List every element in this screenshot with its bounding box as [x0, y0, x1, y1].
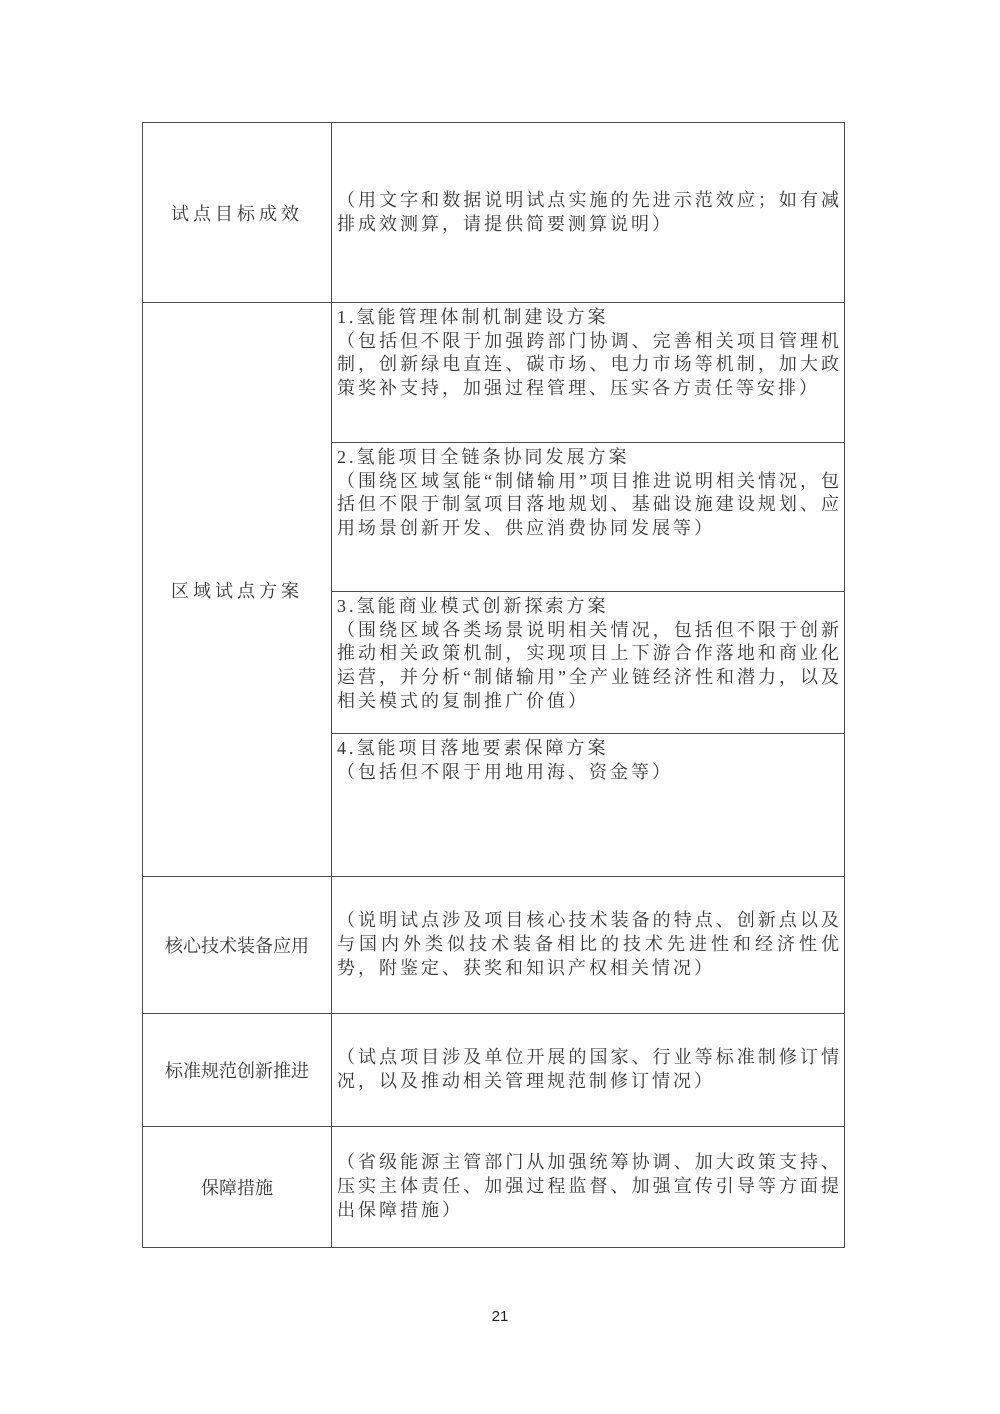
- regional-plan-subcells: [332, 303, 844, 876]
- cell-text: （试点项目涉及单位开展的国家、行业等标准制修订情况，以及推动相关管理规范制修订情况）: [337, 1047, 842, 1091]
- row-safeguard-measures: [143, 1127, 844, 1247]
- row-regional-pilot-plan: [143, 303, 844, 877]
- row-label-regional-pilot-plan: [143, 303, 332, 876]
- row-label-standards-innovation: [143, 1014, 332, 1126]
- subcell-title: 1.氢能管理体制机制建设方案: [337, 307, 609, 327]
- row-label-safeguard-measures: [143, 1127, 332, 1247]
- subcell-body: （包括但不限于加强跨部门协调、完善相关项目管理机制，创新绿电直连、碳市场、电力市场等机制，加大政策奖补支持，加强过程管理、压实各方责任等安排）: [337, 330, 842, 399]
- pilot-application-form-table: [142, 122, 845, 1248]
- subcell-body: （围绕区域各类场景说明相关情况，包括但不限于创新推动相关政策机制，实现项目上下游合作落地和商业化运营，并分析“制储输用”全产业链经济性和潜力，以及相关模式的复制推广价值）: [337, 619, 842, 711]
- subcell-body: （围绕区域氢能“制储输用”项目推进说明相关情况，包括但不限于制氢项目落地规划、基础设施建设规划、应用场景创新开发、供应消费协同发展等）: [337, 470, 842, 539]
- cell-standards-innovation: [332, 1014, 844, 1126]
- row-standards-innovation: [143, 1014, 844, 1127]
- row-label-text: 区域试点方案: [171, 580, 303, 601]
- subcell-full-chain-development-plan: [332, 443, 844, 592]
- cell-text: （说明试点涉及项目核心技术装备的特点、创新点以及与国内外类似技术装备相比的技术先进性和经济性优势，附鉴定、获奖和知识产权相关情况）: [337, 910, 842, 978]
- cell-core-tech-equipment: [332, 877, 844, 1013]
- row-label-text: 试点目标成效: [171, 203, 303, 224]
- row-label-pilot-target-results: [143, 123, 332, 302]
- cell-pilot-target-results: [332, 123, 844, 302]
- subcell-project-landing-support-plan: [332, 734, 844, 876]
- cell-text: （省级能源主管部门从加强统筹协调、加大政策支持、压实主体责任、加强过程监督、加强宣传引导等方面提出保障措施）: [337, 1152, 842, 1220]
- row-core-tech-equipment: [143, 877, 844, 1014]
- row-label-core-tech-equipment: [143, 877, 332, 1013]
- subcell-title: 3.氢能商业模式创新探索方案: [337, 596, 609, 616]
- cell-safeguard-measures: [332, 1127, 844, 1247]
- row-label-text: 核心技术装备应用: [165, 936, 309, 956]
- row-pilot-target-results: [143, 123, 844, 303]
- subcell-title: 2.氢能项目全链条协同发展方案: [337, 447, 630, 467]
- row-label-text: 保障措施: [201, 1178, 273, 1198]
- subcell-title: 4.氢能项目落地要素保障方案: [337, 738, 609, 758]
- cell-text: （用文字和数据说明试点实施的先进示范效应；如有减排成效测算，请提供简要测算说明）: [337, 189, 842, 234]
- page-number: 21: [491, 1308, 509, 1325]
- subcell-business-model-innovation-plan: [332, 592, 844, 734]
- subcell-management-system-plan: [332, 303, 844, 443]
- subcell-body: （包括但不限于用地用海、资金等）: [337, 761, 673, 782]
- row-label-text: 标准规范创新推进: [165, 1061, 309, 1081]
